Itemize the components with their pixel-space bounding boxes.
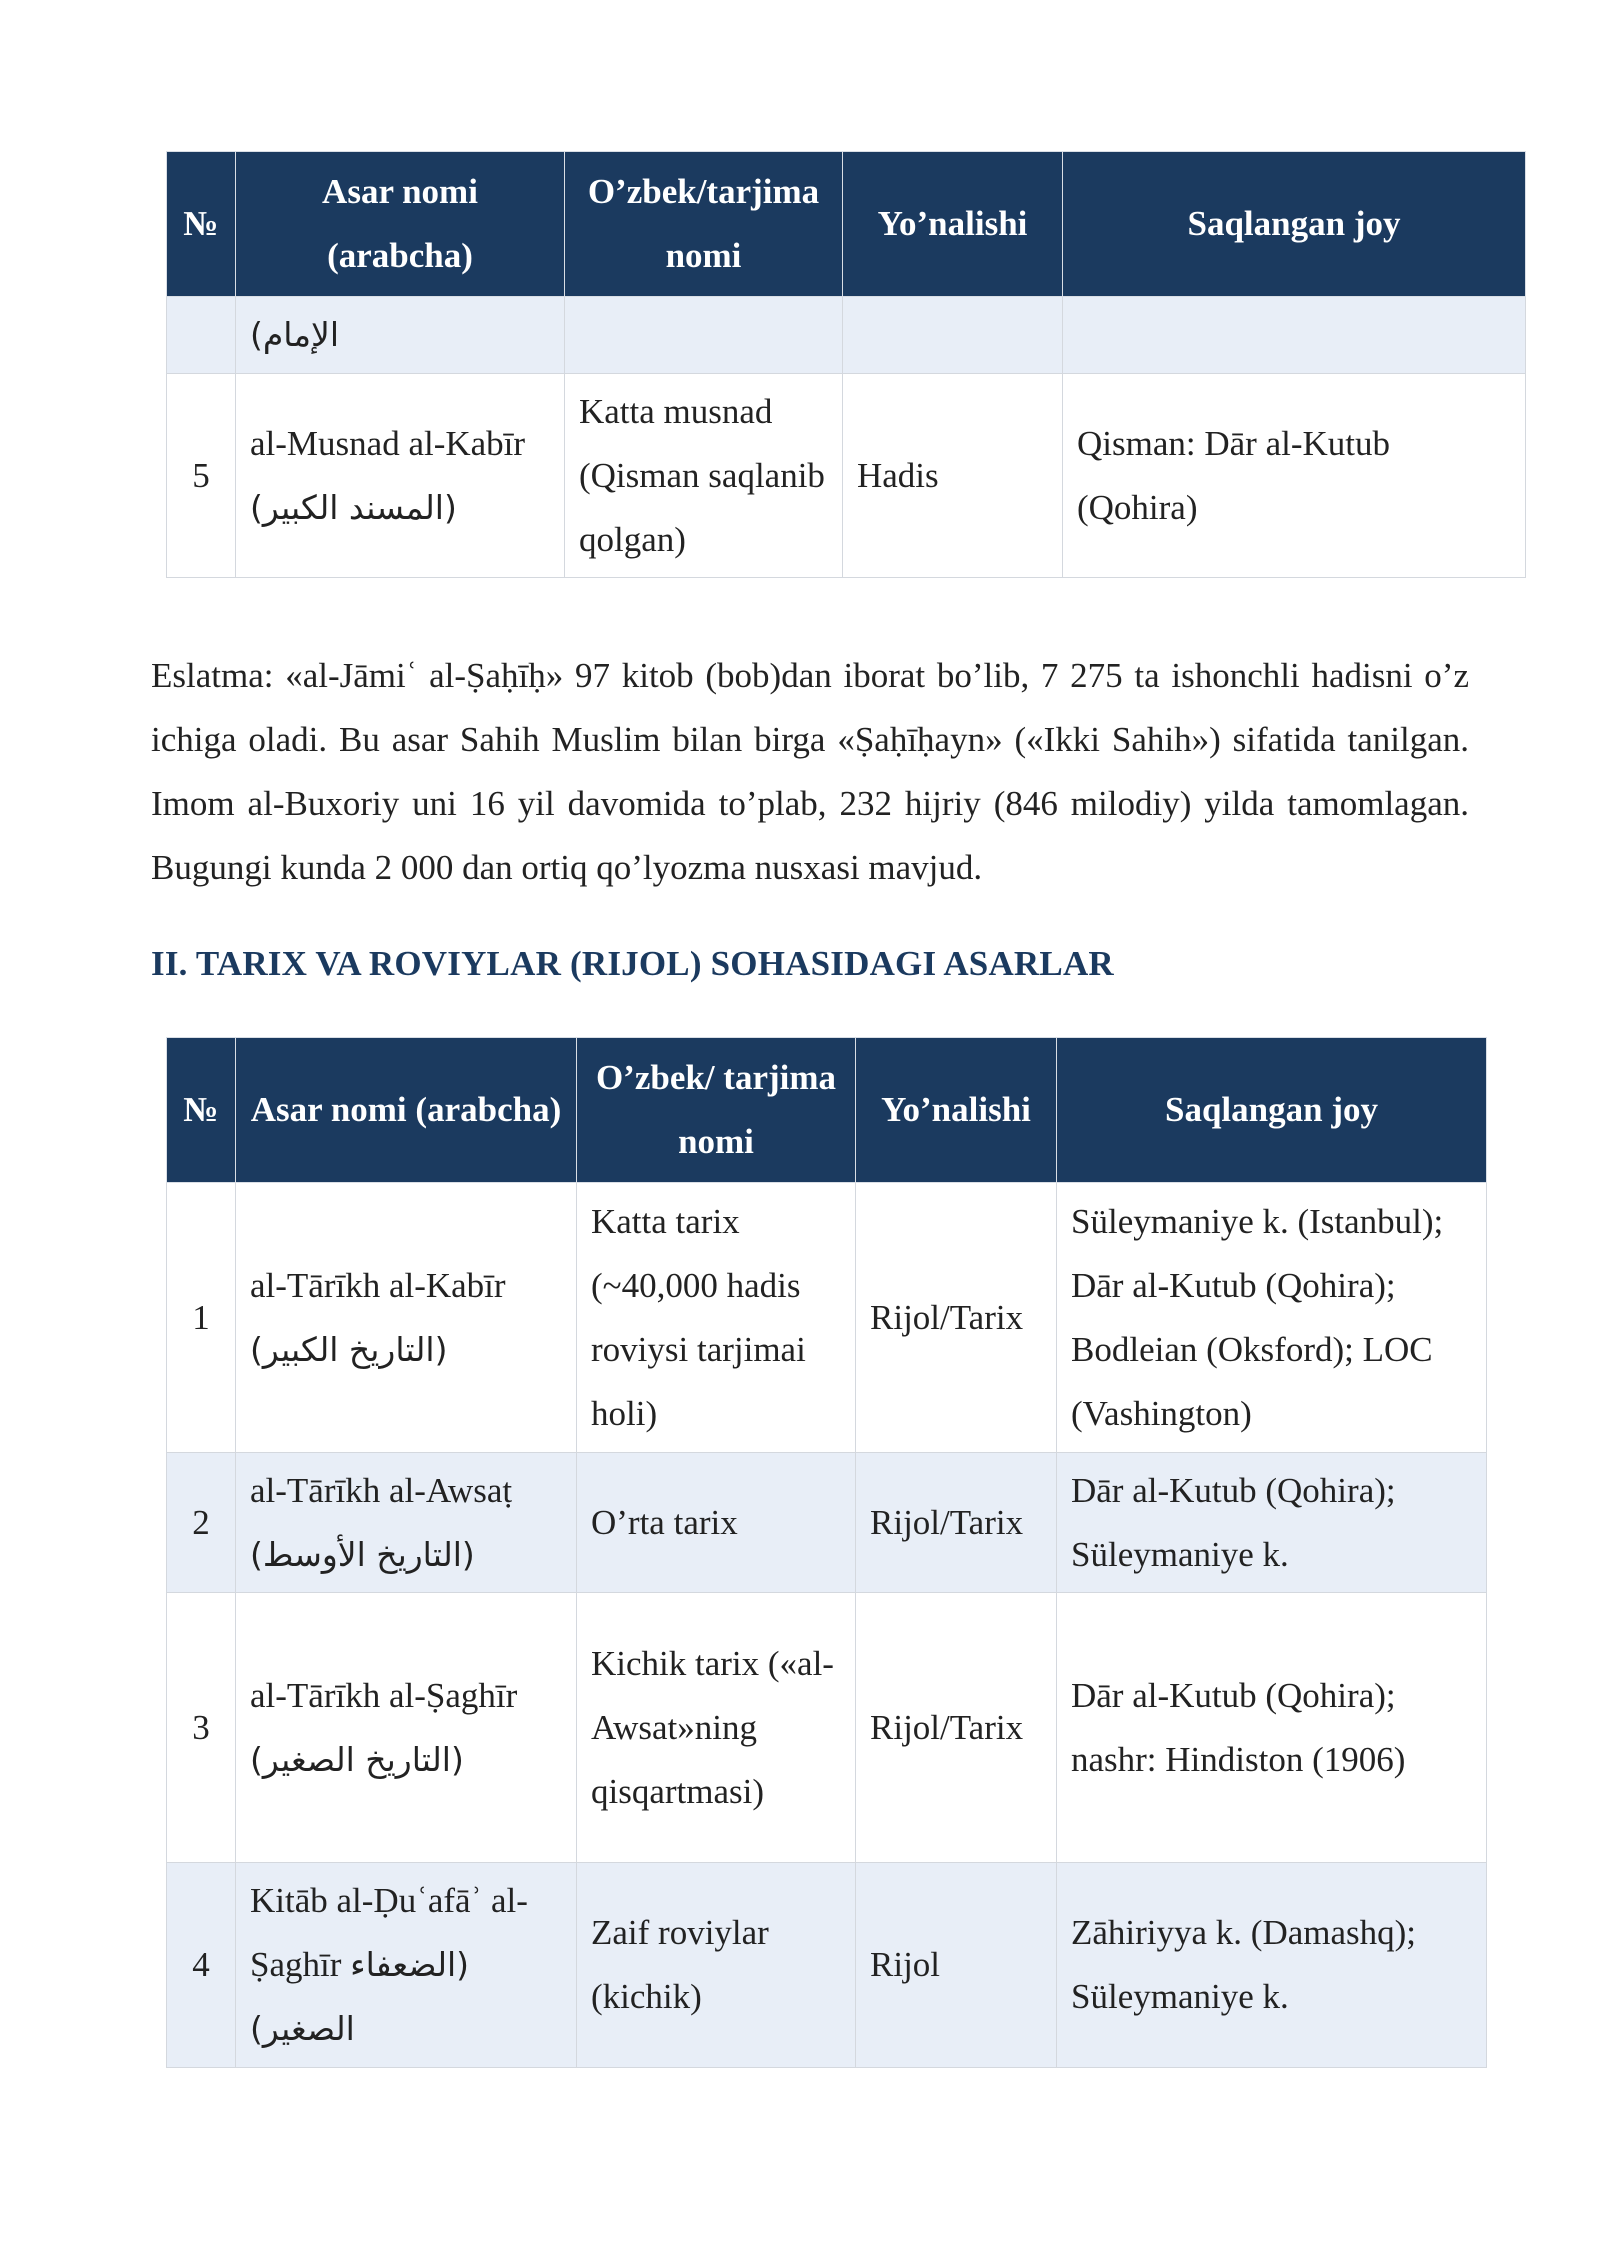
- arabic-name: (التاريخ الأوسط): [250, 1534, 475, 1574]
- cell-uzbek: [565, 297, 843, 374]
- cell-name: [236, 1453, 577, 1593]
- cell-uzbek: Zaif roviylar (kichik): [577, 1863, 856, 2068]
- header-location: Saqlangan joy: [1057, 1038, 1487, 1183]
- header-number: №: [167, 1038, 236, 1183]
- table-header-row: [167, 1038, 1487, 1183]
- cell-location: Dār al-Kutub (Qohira); nashr: Hindiston (1906): [1057, 1593, 1487, 1863]
- cell-name: [236, 1183, 577, 1453]
- latin-name: al-Tārīkh al-Awsaṭ: [250, 1470, 513, 1510]
- table-row-continued: [167, 297, 1526, 374]
- arabic-name: (التاريخ الصغير): [250, 1739, 464, 1779]
- cell-location: Qisman: Dār al-Kutub (Qohira): [1063, 374, 1526, 578]
- arabic-name: (التاريخ الكبير): [250, 1329, 448, 1369]
- table-row: [167, 374, 1526, 578]
- header-number: №: [167, 152, 236, 297]
- cell-number: 4: [167, 1863, 236, 2068]
- arabic-name-tail: الإمام): [250, 315, 340, 354]
- cell-direction: Rijol/Tarix: [856, 1183, 1057, 1453]
- header-location: Saqlangan joy: [1063, 152, 1526, 297]
- cell-number: 2: [167, 1453, 236, 1593]
- latin-name: al-Tārīkh al-Ṣaghīr: [250, 1675, 518, 1715]
- cell-location: Süleymaniye k. (Istanbul); Dār al-Kutub (Qohira); Bodleian (Oksford); LOC (Vashington): [1057, 1183, 1487, 1453]
- arabic-name: (المسند الكبير): [250, 487, 457, 527]
- cell-direction: Hadis: [843, 374, 1063, 578]
- header-uzbek-name: O’zbek/tarjima nomi: [565, 152, 843, 297]
- cell-name: [236, 1593, 577, 1863]
- latin-name: al-Musnad al-Kabīr: [250, 423, 526, 463]
- cell-direction: Rijol/Tarix: [856, 1453, 1057, 1593]
- latin-name: al-Tārīkh al-Kabīr: [250, 1265, 506, 1305]
- works-table-history: [166, 1037, 1487, 2068]
- cell-name: [236, 297, 565, 374]
- header-direction: Yo’nalishi: [856, 1038, 1057, 1183]
- cell-location: Zāhiriyya k. (Damashq); Süleymaniye k.: [1057, 1863, 1487, 2068]
- cell-number: 3: [167, 1593, 236, 1863]
- cell-uzbek: Katta musnad (Qisman saqlanib qolgan): [565, 374, 843, 578]
- cell-number: [167, 297, 236, 374]
- cell-location: Dār al-Kutub (Qohira); Süleymaniye k.: [1057, 1453, 1487, 1593]
- table-row: [167, 1453, 1487, 1593]
- header-arabic-name: Asar nomi (arabcha): [236, 1038, 577, 1183]
- cell-location: [1063, 297, 1526, 374]
- latin-name: Kitāb al-Ḍuʿafāʾ al-Ṣaghīr: [250, 1881, 528, 1984]
- header-direction: Yo’nalishi: [843, 152, 1063, 297]
- cell-direction: Rijol: [856, 1863, 1057, 2068]
- cell-uzbek: Kichik tarix («al-Awsat»ning qisqartmasi): [577, 1593, 856, 1863]
- cell-direction: Rijol/Tarix: [856, 1593, 1057, 1863]
- cell-direction: [843, 297, 1063, 374]
- cell-name: [236, 374, 565, 578]
- section-heading: II. TARIX VA ROVIYLAR (RIJOL) SOHASIDAGI ASARLAR: [151, 944, 1114, 983]
- table-row: [167, 1863, 1487, 2068]
- cell-number: 5: [167, 374, 236, 578]
- arabic-name: (الضعفاء الصغير): [250, 1945, 470, 2048]
- note-paragraph: Eslatma: «al-Jāmiʿ al-Ṣaḥīḥ» 97 kitob (bob)dan iborat bo’lib, 7 275 ta ishonchli hadisni o’z ichiga oladi. Bu asar Sahih Muslim bilan birga «Ṣaḥīḥayn» («Ikki Sahih») sifatida tanilgan. Imom al-Buxoriy uni 16 yil davomida to’plab, 232 hijriy (846 milodiy) yilda tamomlagan. Bugungi kunda 2 000 dan ortiq qo’lyozma nusxasi mavjud.: [151, 656, 1469, 887]
- header-uzbek-name: O’zbek/ tarjima nomi: [577, 1038, 856, 1183]
- table-header-row: [167, 152, 1526, 297]
- header-arabic-name: Asar nomi (arabcha): [236, 152, 565, 297]
- table-row: [167, 1593, 1487, 1863]
- table-row: [167, 1183, 1487, 1453]
- cell-uzbek: O’rta tarix: [577, 1453, 856, 1593]
- works-table-hadith-continued: [166, 151, 1526, 578]
- cell-number: 1: [167, 1183, 236, 1453]
- cell-uzbek: Katta tarix (~40,000 hadis roviysi tarjimai holi): [577, 1183, 856, 1453]
- cell-name: [236, 1863, 577, 2068]
